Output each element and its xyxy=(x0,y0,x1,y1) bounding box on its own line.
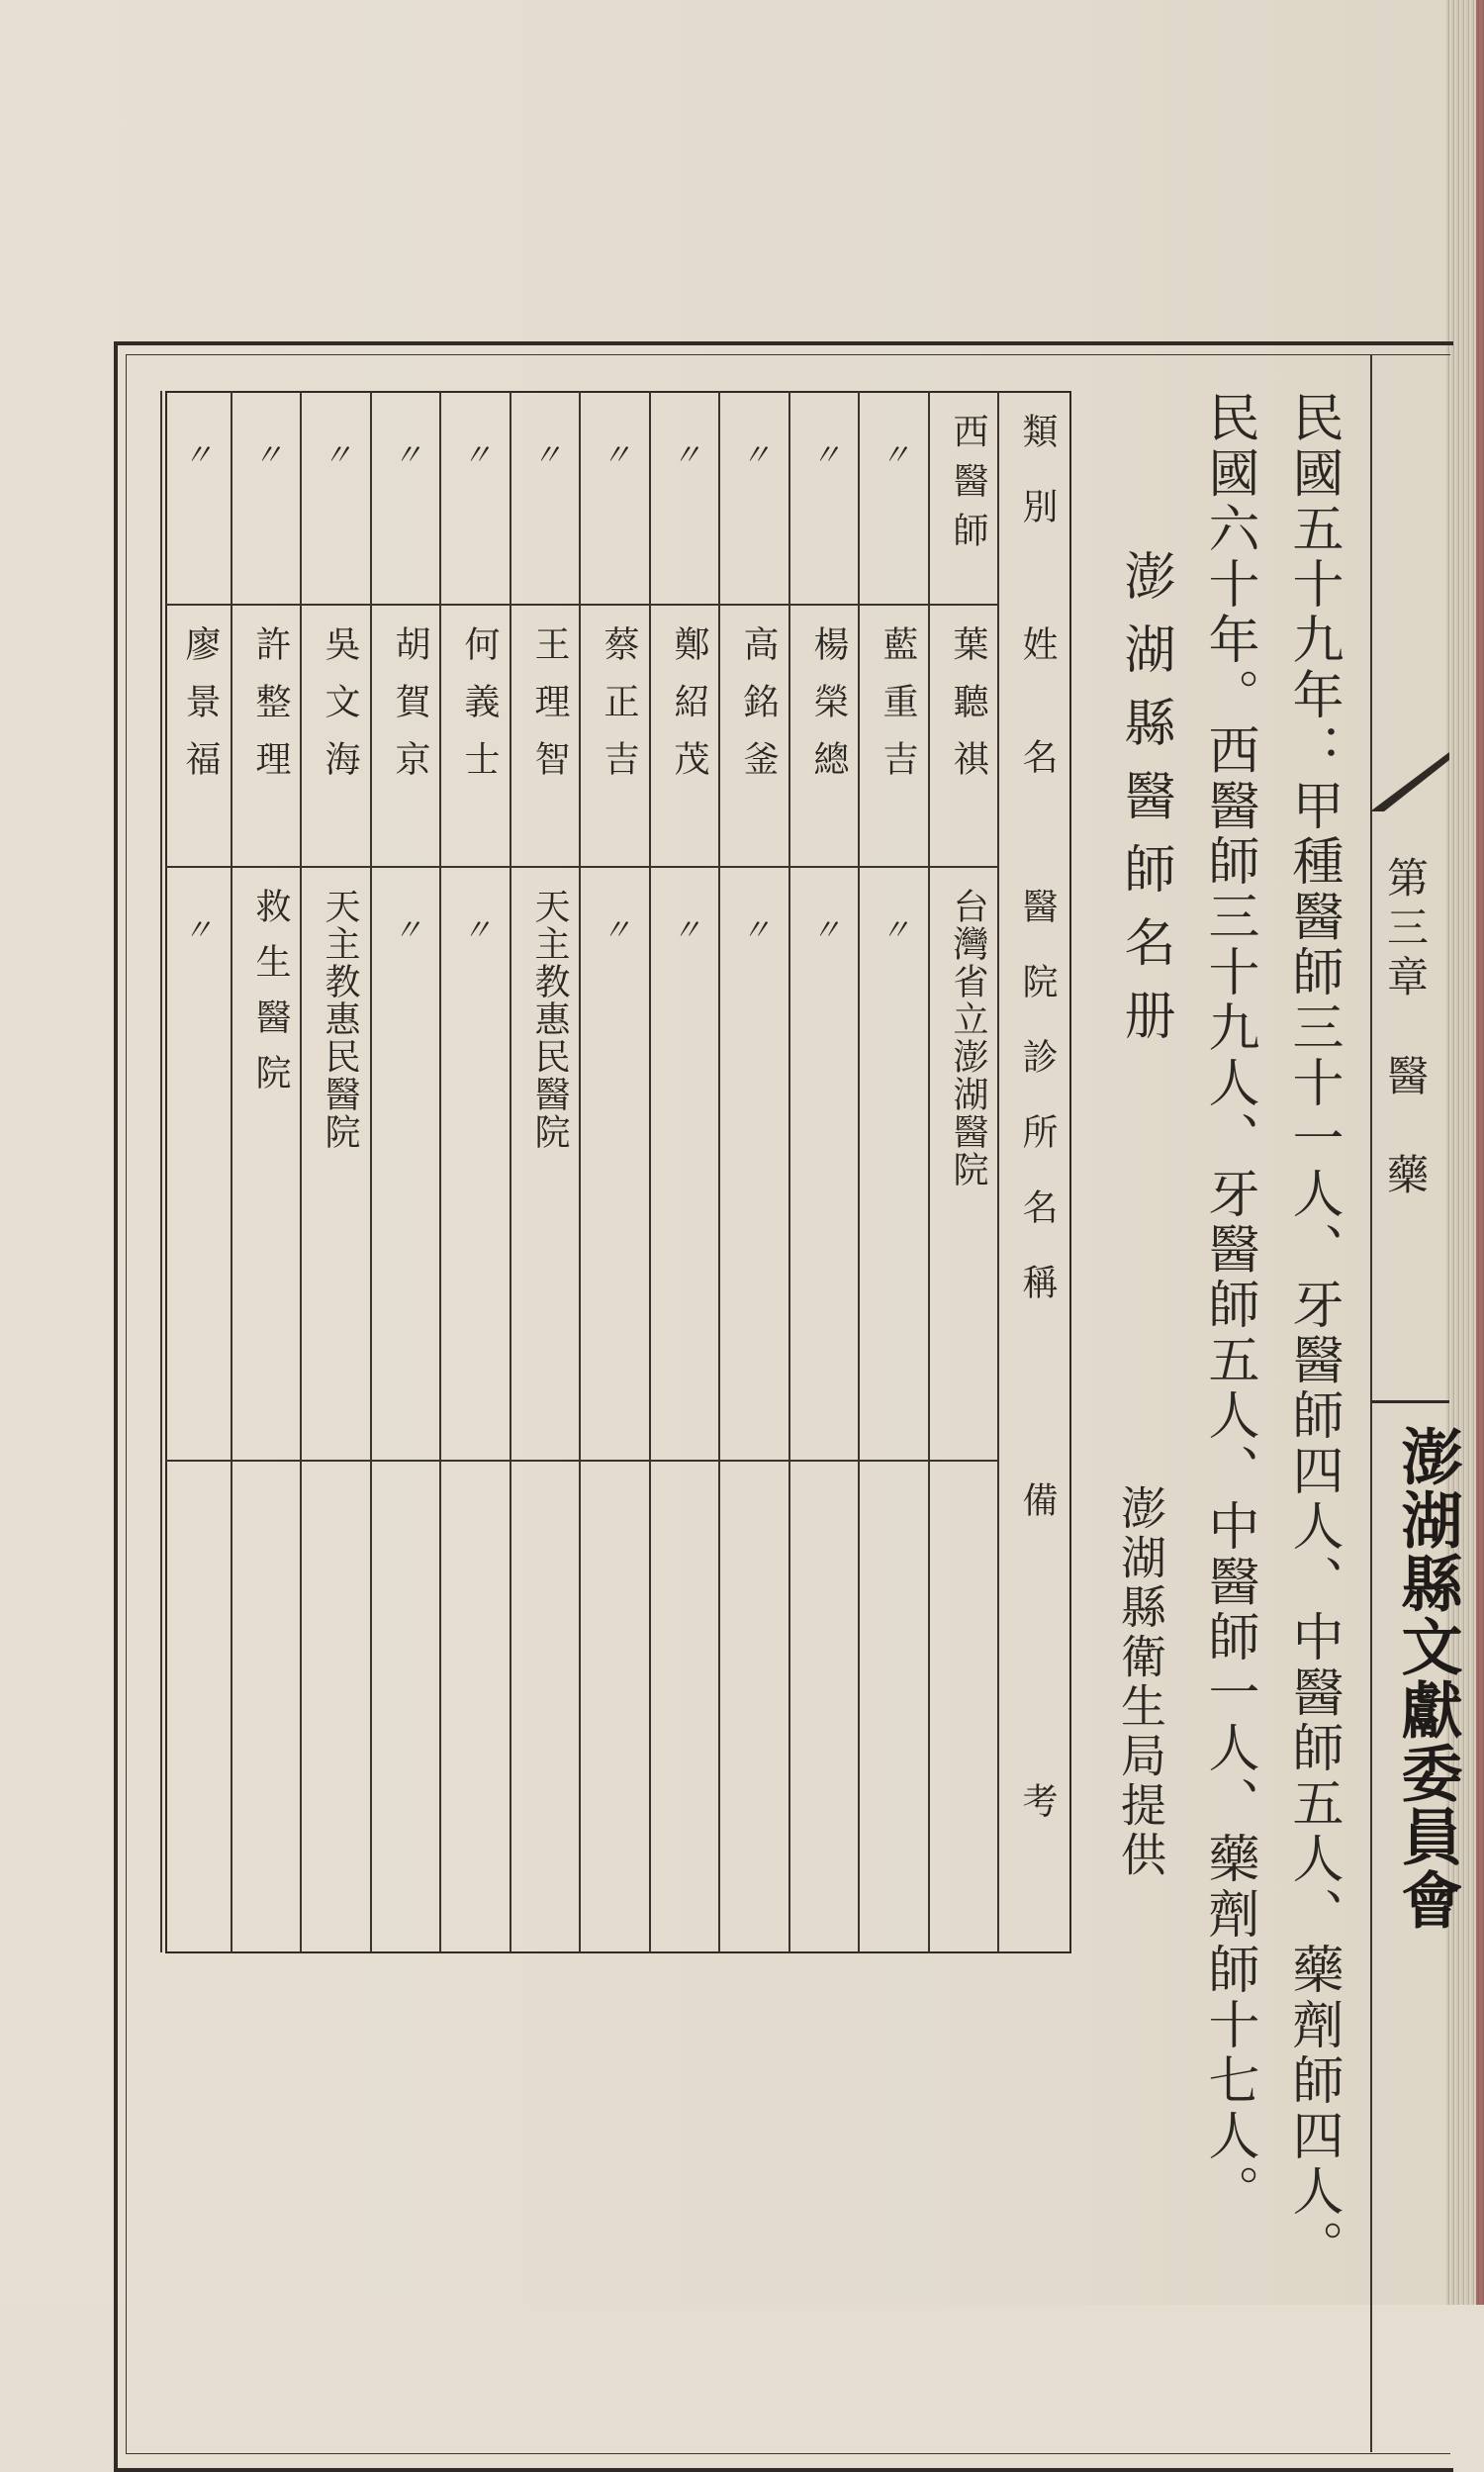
ditto-mark: 〃 xyxy=(183,913,213,948)
table-band-rule xyxy=(165,604,997,606)
header-remarks: 備 考 xyxy=(1017,1481,1058,1820)
register-title: 澎湖縣醫師名册 xyxy=(1115,549,1174,1062)
table-column-rule xyxy=(300,391,302,1952)
row-name: 蔡正吉 xyxy=(599,625,639,798)
ditto-mark: 〃 xyxy=(811,438,841,473)
ditto-mark: 〃 xyxy=(602,438,631,473)
ditto-mark: 〃 xyxy=(393,438,422,473)
ditto-mark: 〃 xyxy=(881,913,910,948)
ditto-mark: 〃 xyxy=(183,438,213,473)
row-clinic: 台灣省立澎湖醫院 xyxy=(948,888,988,1188)
table-column-rule xyxy=(997,391,999,1952)
table-column-rule xyxy=(370,391,372,1952)
row-name: 何義士 xyxy=(459,625,500,798)
row-clinic: 救生醫院 xyxy=(250,888,291,1109)
row-name: 鄭紹茂 xyxy=(669,625,709,798)
chapter-heading: 第三章 醫 藥 xyxy=(1381,856,1430,1202)
table-column-rule xyxy=(718,391,720,1952)
row-name: 胡賀京 xyxy=(390,625,430,798)
table-column-rule xyxy=(231,391,232,1952)
row-name: 藍重吉 xyxy=(878,625,918,798)
table-column-rule xyxy=(510,391,511,1952)
row-category: 西醫師 xyxy=(948,413,988,561)
publisher-rule xyxy=(1372,1400,1449,1403)
ditto-mark: 〃 xyxy=(393,913,422,948)
row-name: 許整理 xyxy=(250,625,291,798)
table-column-rule xyxy=(928,391,930,1952)
ditto-mark: 〃 xyxy=(881,438,910,473)
row-clinic: 天主教惠民醫院 xyxy=(529,888,570,1151)
table-band-rule xyxy=(165,866,997,868)
ditto-mark: 〃 xyxy=(672,913,701,948)
table-column-rule xyxy=(439,391,441,1952)
ditto-mark: 〃 xyxy=(462,438,492,473)
ditto-mark: 〃 xyxy=(602,913,631,948)
row-clinic: 天主教惠民醫院 xyxy=(320,888,360,1151)
header-clinic: 醫 院 診 所 名 稱 xyxy=(1017,888,1058,1301)
table-column-rule xyxy=(579,391,581,1952)
header-name: 姓 名 xyxy=(1017,625,1058,776)
row-name: 葉聽祺 xyxy=(948,625,988,798)
ditto-mark: 〃 xyxy=(811,913,841,948)
row-name: 廖景福 xyxy=(180,625,221,798)
statistics-line-2: 民國六十年。西醫師三十九人、牙醫師五人、中醫師一人、藥劑師十七人。 xyxy=(1199,391,1258,2220)
margin-rule xyxy=(1370,354,1372,2452)
row-name: 高銘釜 xyxy=(738,625,779,798)
ditto-mark: 〃 xyxy=(741,913,771,948)
row-name: 王理智 xyxy=(529,625,570,798)
chapter-tab-mark xyxy=(1370,752,1449,811)
statistics-line-1: 民國五十九年：甲種醫師三十一人、牙醫師四人、中醫師五人、藥劑師四人。 xyxy=(1283,391,1343,2275)
ditto-mark: 〃 xyxy=(532,438,562,473)
table-column-rule xyxy=(858,391,860,1952)
ditto-mark: 〃 xyxy=(462,913,492,948)
ditto-mark: 〃 xyxy=(672,438,701,473)
ditto-mark: 〃 xyxy=(253,438,283,473)
register-source: 澎湖縣衛生局提供 xyxy=(1114,1484,1167,1880)
row-name: 吳文海 xyxy=(320,625,360,798)
table-column-rule xyxy=(649,391,651,1952)
table-column-rule xyxy=(160,391,162,1952)
ditto-mark: 〃 xyxy=(323,438,352,473)
header-category: 類 別 xyxy=(1017,413,1058,525)
row-name: 楊榮總 xyxy=(808,625,849,798)
table-column-rule xyxy=(788,391,790,1952)
publisher-name: 澎湖縣文獻委員會 xyxy=(1391,1425,1463,1932)
table-band-rule xyxy=(165,1460,997,1462)
ditto-mark: 〃 xyxy=(741,438,771,473)
